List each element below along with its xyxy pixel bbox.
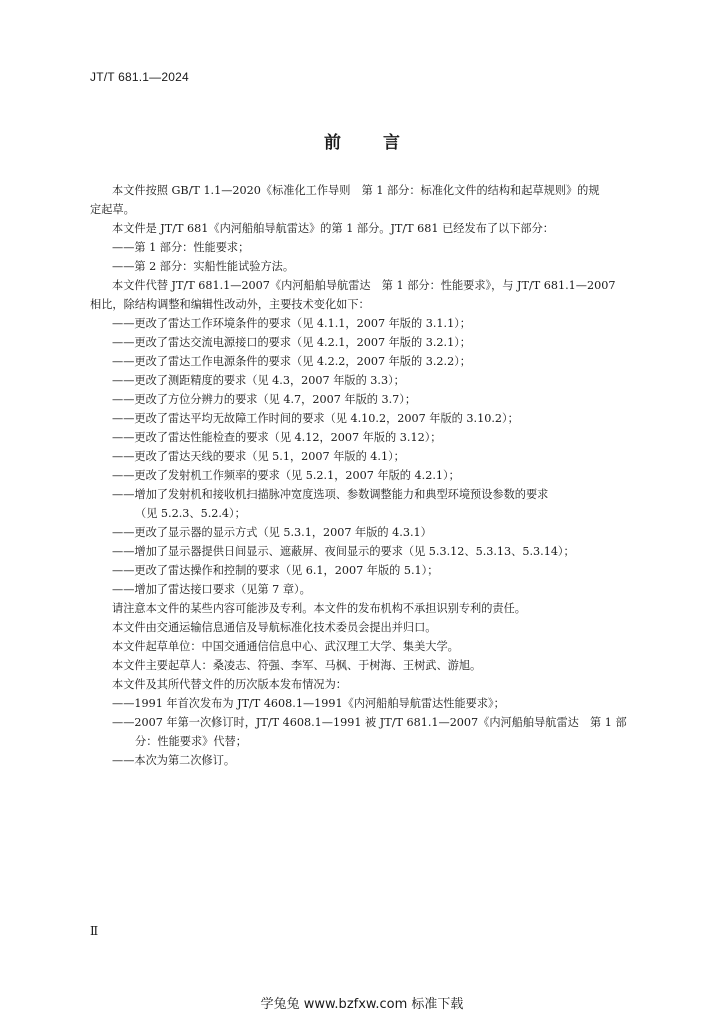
paragraph-line: 请注意本文件的某些内容可能涉及专利。本文件的发布机构不承担识别专利的责任。 (112, 602, 526, 615)
list-item: ——更改了雷达交流电源接口的要求（见 4.2.1，2007 年版的 3.2.1）； (112, 336, 471, 349)
list-item: ——更改了方位分辨力的要求（见 4.7，2007 年版的 3.7）； (112, 393, 417, 406)
list-item: ——更改了雷达工作电源条件的要求（见 4.2.2，2007 年版的 3.2.2）； (112, 355, 471, 368)
document-code: JT/T 681.1—2024 (90, 70, 189, 84)
list-item: ——增加了显示器提供日间显示、遮蔽屏、夜间显示的要求（见 5.3.12、5.3.13、5.3.14）； (112, 545, 575, 558)
page-title: 前言 (324, 133, 442, 153)
list-item: ——更改了雷达性能检查的要求（见 4.12，2007 年版的 3.12）； (112, 431, 442, 444)
list-item: ——更改了雷达平均无故障工作时间的要求（见 4.10.2，2007 年版的 3.10.2）； (112, 412, 519, 425)
list-item: ——增加了发射机和接收机扫描脉冲宽度选项、参数调整能力和典型环境预设参数的要求 (112, 488, 549, 501)
list-item-continuation: （见 5.2.3、5.2.4）； (135, 507, 246, 520)
foreword-body (90, 181, 644, 770)
paragraph-line: 本文件及其所代替文件的历次版本发布情况为： (112, 678, 347, 691)
list-item: ——本次为第二次修订。 (112, 754, 236, 767)
page-number: Ⅱ (90, 924, 99, 938)
paragraph-line: 本文件是 JT/T 681《内河船舶导航雷达》的第 1 部分。JT/T 681 已经发布了以下部分： (112, 222, 554, 235)
list-item: ——第 2 部分：实船性能试验方法。 (112, 260, 295, 273)
list-item: ——2007 年第一次修订时，JT/T 4608.1—1991 被 JT/T 681.1—2007《内河船舶导航雷达 第 1 部 (112, 716, 627, 729)
footer-watermark[interactable]: 学兔兔 www.bzfxw.com 标准下载 (260, 997, 464, 1012)
paragraph-line: 相比，除结构调整和编辑性改动外，主要技术变化如下： (90, 298, 370, 311)
list-item: ——更改了雷达工作环境条件的要求（见 4.1.1，2007 年版的 3.1.1）； (112, 317, 471, 330)
paragraph-line: 定起草。 (90, 203, 135, 216)
list-item: ——1991 年首次发布为 JT/T 4608.1—1991《内河船舶导航雷达性能要求》； (112, 697, 505, 710)
paragraph-line: 本文件按照 GB/T 1.1—2020《标准化工作导则 第 1 部分：标准化文件的结构和起草规则》的规 (112, 184, 600, 197)
paragraph-line: 本文件主要起草人：桑凌志、符强、李军、马枫、于树海、王树武、游旭。 (112, 659, 482, 672)
list-item: ——增加了雷达接口要求（见第 7 章）。 (112, 583, 311, 596)
list-item: ——第 1 部分：性能要求； (112, 241, 250, 254)
paragraph-line: 本文件代替 JT/T 681.1—2007《内河船舶导航雷达 第 1 部分：性能要求》，与 JT/T 681.1—2007 (112, 279, 616, 292)
list-item: ——更改了雷达天线的要求（见 5.1，2007 年版的 4.1）； (112, 450, 405, 463)
list-item-continuation: 分：性能要求》代替； (135, 735, 247, 748)
list-item: ——更改了显示器的显示方式（见 5.3.1，2007 年版的 4.3.1） (112, 526, 432, 539)
list-item: ——更改了发射机工作频率的要求（见 5.2.1，2007 年版的 4.2.1）； (112, 469, 460, 482)
list-item: ——更改了雷达操作和控制的要求（见 6.1，2007 年版的 5.1）； (112, 564, 439, 577)
list-item: ——更改了测距精度的要求（见 4.3，2007 年版的 3.3）； (112, 374, 405, 387)
paragraph-line: 本文件由交通运输信息通信及导航标准化技术委员会提出并归口。 (112, 621, 437, 634)
paragraph-line: 本文件起草单位：中国交通通信信息中心、武汉理工大学、集美大学。 (112, 640, 459, 653)
